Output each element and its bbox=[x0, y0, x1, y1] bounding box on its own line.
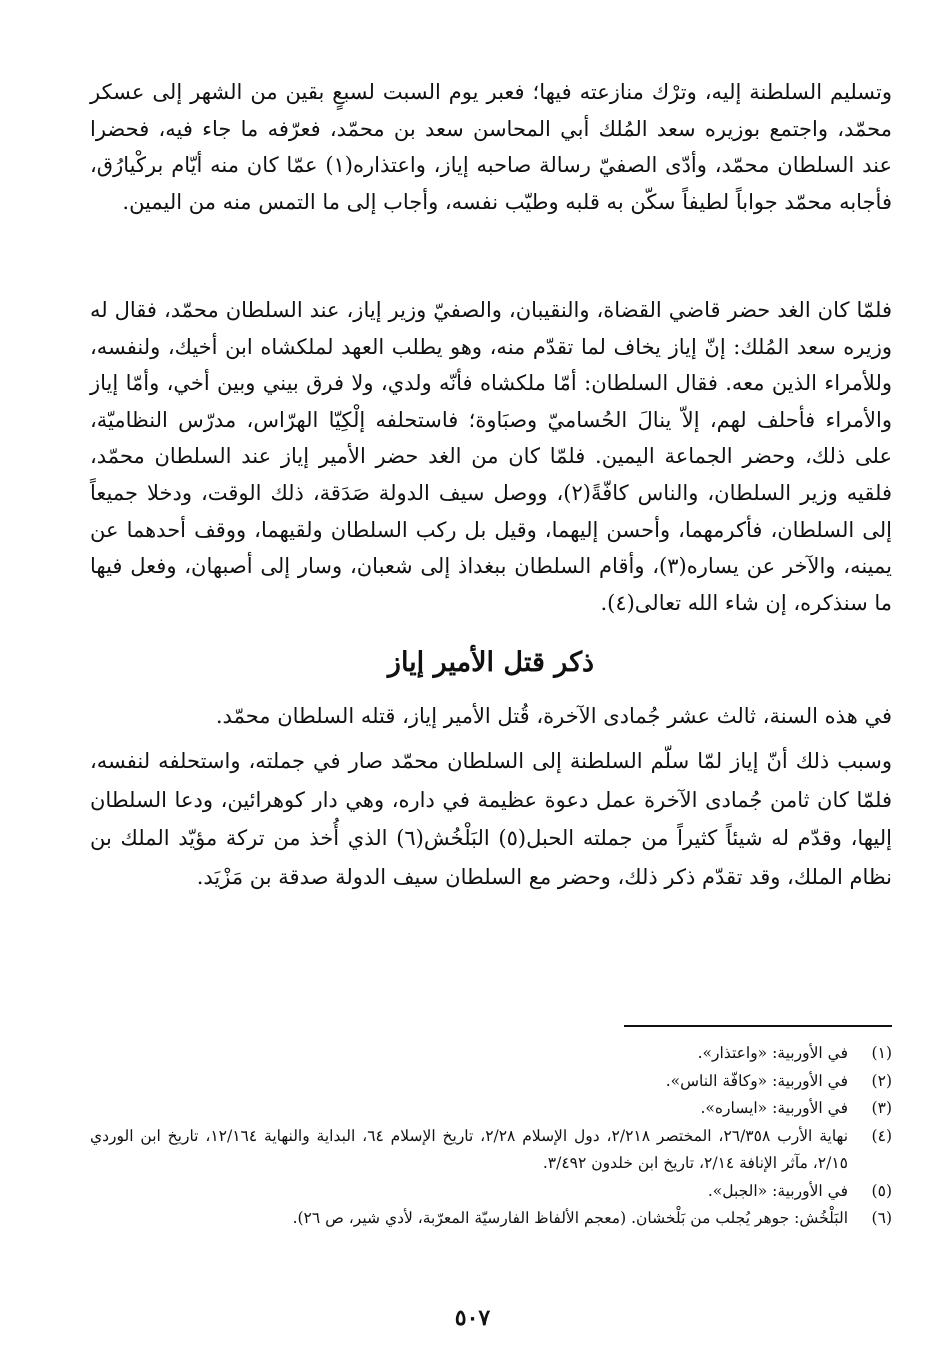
page-body bbox=[90, 74, 892, 896]
footnote-number: (٥) bbox=[871, 1181, 892, 1200]
footnote-text: البَلْخُش: جوهر يُجلب من بَلْخشان. (معجم الألفاظ الفارسيّة المعرّبة، لأدي شير، ص ٢٦). bbox=[292, 1209, 848, 1227]
footnote-text: في الأوربية: «واعتذار». bbox=[697, 1044, 848, 1062]
footnote-item bbox=[90, 1178, 892, 1206]
footnote-text: في الأوربية: «وكافّة الناس». bbox=[665, 1071, 848, 1090]
footnote-text: نهاية الأرب ٢٦/٣٥٨، المختصر ٢/٢١٨، دول الإسلام ٢/٢٨، تاريخ الإسلام ٦٤، البداية والنهاية ١٢/١٦٤، تاريخ ابن الوردي ٢/١٥، مآثر الإنافة ٢/١٤، تاريخ ابن خلدون ٣/٤٩٢. bbox=[90, 1126, 849, 1172]
body-paragraph-4 bbox=[90, 742, 892, 896]
footnote-number: (٢) bbox=[871, 1071, 892, 1090]
body-paragraph-3 bbox=[90, 697, 892, 736]
footnote-separator bbox=[624, 1025, 892, 1027]
section-heading: ذكر قتل الأمير إياز bbox=[387, 647, 595, 679]
footnote-item bbox=[90, 1123, 892, 1178]
paragraph-3-text: في هذه السنة، ثالث عشر جُمادى الآخرة، قُتل الأمير إياز، قتله السلطان محمّد. bbox=[215, 704, 892, 729]
page-number: ٥٠٧ bbox=[454, 1305, 491, 1331]
body-paragraph-1 bbox=[90, 74, 892, 284]
footnote-item bbox=[90, 1095, 892, 1123]
footnote-item bbox=[90, 1205, 892, 1233]
paragraph-1-text: وتسليم السلطنة إليه، وترْك منازعته فيها؛ فعبر يوم السبت لسبعٍ بقين من الشهر إلى عسكر محمّد، واجتمع بوزيره سعد المُلك أبي المحاسن سعد بن محمّد، فعرّفه ما جاء فيه، فحضرا عند السلطان محمّد، وأدّى الصفيّ رسالة صاحبه إياز، واعتذاره(١) عمّا كان منه أيّام بركْيارُق، فأجابه محمّد جواباً لطيفاً سكّن به قلبه وطيّب نفسه، وأجاب إلى ما التمس منه من اليمين. bbox=[90, 80, 892, 214]
footnote-item bbox=[90, 1040, 892, 1068]
footnote-item bbox=[90, 1068, 892, 1096]
footnotes bbox=[90, 1040, 892, 1233]
footnote-number: (٤) bbox=[871, 1126, 892, 1145]
footnote-text: في الأوربية: «الجبل». bbox=[707, 1181, 848, 1200]
footnote-number: (٦) bbox=[871, 1209, 892, 1227]
body-paragraph-2 bbox=[90, 292, 892, 621]
paragraph-2-text: فلمّا كان الغد حضر قاضي القضاة، والنقيبان، والصفيّ وزير إياز، عند السلطان محمّد، فقال له وزيره سعد المُلك: إنّ إياز يخاف لما تقدّم منه، وهو يطلب العهد لملكشاه ابن أخيك، ولنفسه، وللأمراء الذين معه. فقال السلطان: أمّا ملكشاه فأنّه ولدي، ولا فرق بيني وبين أخي، وأمّا إياز والأمراء فأحلف لهم، إلاّ ينالَ الحُساميّ وصبَاوة؛ فاستحلفه إلْكِيّا الهرّاس، مدرّس النظاميّة، على ذلك، وحضر الجماعة اليمين. فلمّا كان من الغد حضر الأمير إياز عند السلطان محمّد، فلقيه وزير السلطان، والناس كافّةً(٢)، ووصل سيف الدولة صَدَقة، ذلك الوقت، ودخلا جميعاً إلى السلطان، فأكرمهما، وأحسن إليهما، وقيل بل ركب السلطان ولقيهما، ووقف أحدهما عن يمينه، والآخر عن يساره(٣)، وأقام السلطان ببغداذ إلى شعبان، وسار إلى أصبهان، وفعل فيها ما سنذكره، إن شاء الله تعالى(٤). bbox=[90, 298, 892, 615]
footnote-number: (١) bbox=[871, 1044, 892, 1062]
paragraph-4-text: وسبب ذلك أنّ إياز لمّا سلّم السلطنة إلى السلطان محمّد صار في جملته، واستحلفه لنفسه، فلمّا كان ثامن جُمادى الآخرة عمل دعوة عظيمة في داره، وهي دار كوهرائين، ودعا السلطان إليها، وقدّم له شيئاً كثيراً من جملته الحبل(٥) البَلْخُش(٦) الذي أُخذ من تركة مؤيّد الملك بن نظام الملك، وقد تقدّم ذكر ذلك، وحضر مع السلطان سيف الدولة صدقة بن مَزْيَد. bbox=[90, 749, 892, 889]
footnote-text: في الأوربية: «ايساره». bbox=[700, 1099, 848, 1117]
footnote-number: (٣) bbox=[871, 1099, 892, 1117]
